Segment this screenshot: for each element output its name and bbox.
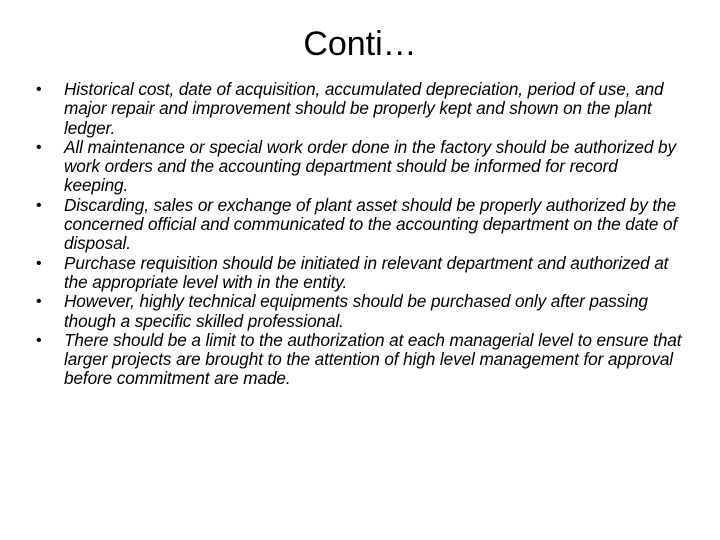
bullet-dot-icon: •: [36, 293, 42, 311]
bullet-text: However, highly technical equipments should be purchased only after passing though a specific skilled professional.: [64, 291, 648, 331]
bullet-item: [36, 331, 686, 389]
bullet-dot-icon: •: [36, 138, 42, 156]
bullet-text: Historical cost, date of acquisition, accumulated depreciation, period of use, and major repair and improvement should be properly kept and shown on the plant ledger.: [64, 79, 664, 138]
bullet-text: There should be a limit to the authorization at each managerial level to ensure that larger projects are brought to the attention of high level management for approval before commitment are made.: [64, 329, 682, 389]
bullet-dot-icon: •: [36, 254, 42, 272]
bullet-dot-icon: •: [36, 81, 42, 98]
bullet-list: [36, 80, 686, 389]
bullet-item: [36, 138, 686, 196]
bullet-dot-icon: •: [36, 196, 42, 214]
bullet-dot-icon: •: [36, 331, 42, 349]
bullet-text: Discarding, sales or exchange of plant asset should be properly authorized by the concerned official and communicated to the accounting department on the date of disposal.: [64, 194, 678, 254]
bullet-item: [36, 80, 686, 138]
bullet-text: All maintenance or special work order done in the factory should be authorized by work orders and the accounting department should be informed for record keeping.: [64, 136, 676, 196]
bullet-item: [36, 292, 686, 331]
bullet-item: [36, 196, 686, 254]
bullet-item: [36, 254, 686, 293]
bullet-text: Purchase requisition should be initiated in relevant department and authorized at the appropriate level with in the entity.: [64, 252, 669, 292]
slide-title: Conti…: [303, 25, 417, 63]
